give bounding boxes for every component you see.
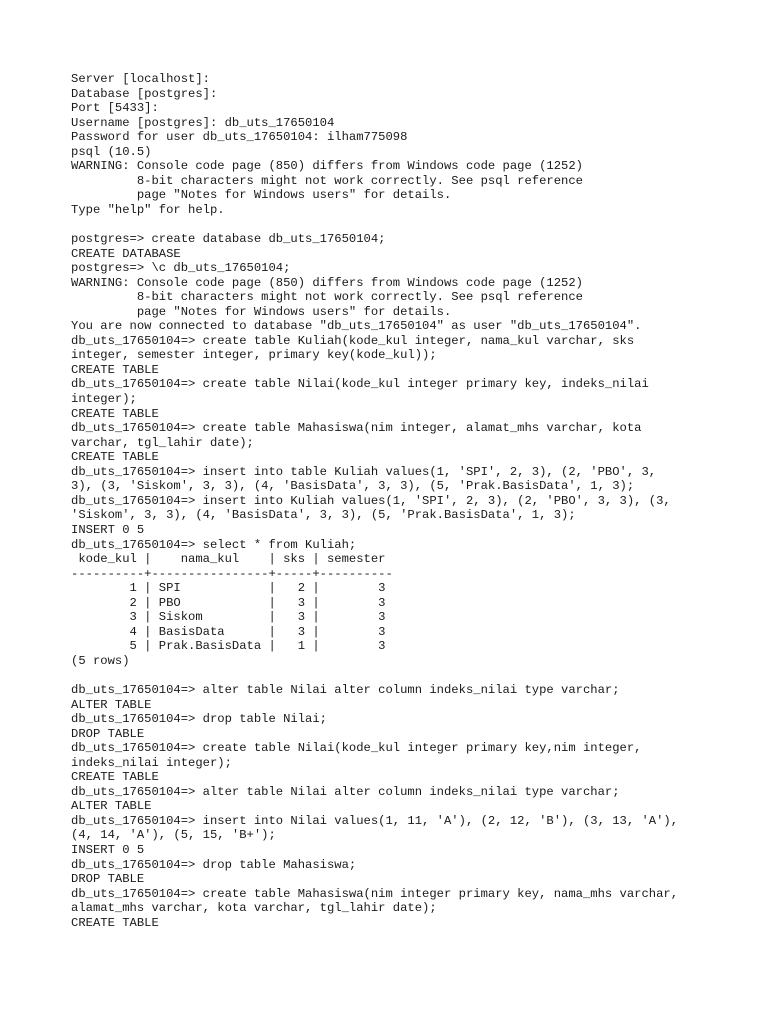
terminal-line: CREATE DATABASE <box>71 246 181 261</box>
terminal-line: Username [postgres]: db_uts_17650104 <box>71 115 335 130</box>
terminal-line: db_uts_17650104=> create table Nilai(kode_kul integer primary key, indeks_nilai <box>71 377 649 392</box>
terminal-line: (4, 14, 'A'), (5, 15, 'B+'); <box>71 828 276 843</box>
terminal-line: integer); <box>71 392 137 407</box>
terminal-line: indeks_nilai integer); <box>71 755 232 770</box>
terminal-line: Type "help" for help. <box>71 202 225 217</box>
terminal-line: ALTER TABLE <box>71 799 152 814</box>
terminal-line: INSERT 0 5 <box>71 842 145 857</box>
result-table-row: 4 | BasisData | 3 | 3 <box>71 624 386 639</box>
result-table-header: kode_kul | nama_kul | sks | semester <box>71 552 386 567</box>
terminal-line: integer, semester integer, primary key(kode_kul)); <box>71 348 437 363</box>
terminal-line: db_uts_17650104=> drop table Mahasiswa; <box>71 857 357 872</box>
terminal-line: db_uts_17650104=> create table Nilai(kode_kul integer primary key,nim integer, <box>71 741 642 756</box>
terminal-line: CREATE TABLE <box>71 450 159 465</box>
terminal-line: db_uts_17650104=> create table Mahasiswa(nim integer primary key, nama_mhs varchar, <box>71 886 679 901</box>
result-row-count: (5 rows) <box>71 653 130 668</box>
terminal-line: db_uts_17650104=> insert into Kuliah values(1, 'SPI', 2, 3), (2, 'PBO', 3, 3), (3, <box>71 493 671 508</box>
terminal-line: DROP TABLE <box>71 726 145 741</box>
terminal-line: db_uts_17650104=> alter table Nilai alter column indeks_nilai type varchar; <box>71 682 620 697</box>
terminal-line: 'Siskom', 3, 3), (4, 'BasisData', 3, 3), (5, 'Prak.BasisData', 1, 3); <box>71 508 576 523</box>
terminal-line: ALTER TABLE <box>71 697 152 712</box>
terminal-line: Database [postgres]: <box>71 86 218 101</box>
result-table-row: 1 | SPI | 2 | 3 <box>71 581 386 596</box>
terminal-line: INSERT 0 5 <box>71 522 145 537</box>
terminal-line: 3), (3, 'Siskom', 3, 3), (4, 'BasisData', 3, 3), (5, 'Prak.BasisData', 1, 3); <box>71 479 635 494</box>
terminal-line: Password for user db_uts_17650104: ilham775098 <box>71 130 408 145</box>
terminal-line: db_uts_17650104=> select * from Kuliah; <box>71 537 357 552</box>
terminal-line: CREATE TABLE <box>71 770 159 785</box>
terminal-line: psql (10.5) <box>71 144 152 159</box>
terminal-line: 8-bit characters might not work correctly. See psql reference <box>71 173 583 188</box>
terminal-line: page "Notes for Windows users" for details. <box>71 188 452 203</box>
result-table-row: 3 | Siskom | 3 | 3 <box>71 610 386 625</box>
terminal-line: alamat_mhs varchar, kota varchar, tgl_lahir date); <box>71 901 437 916</box>
terminal-line: db_uts_17650104=> alter table Nilai alter column indeks_nilai type varchar; <box>71 784 620 799</box>
terminal-line: db_uts_17650104=> insert into Nilai values(1, 11, 'A'), (2, 12, 'B'), (3, 13, 'A'), <box>71 813 679 828</box>
terminal-line: You are now connected to database "db_uts_17650104" as user "db_uts_17650104". <box>71 319 642 334</box>
terminal-line: Server [localhost]: <box>71 72 210 86</box>
terminal-line: 8-bit characters might not work correctly. See psql reference <box>71 290 583 305</box>
terminal-line: CREATE TABLE <box>71 406 159 421</box>
terminal-line: page "Notes for Windows users" for details. <box>71 304 452 319</box>
terminal-line: Port [5433]: <box>71 101 159 116</box>
terminal-line: db_uts_17650104=> create table Mahasiswa(nim integer, alamat_mhs varchar, kota <box>71 421 642 436</box>
terminal-line: db_uts_17650104=> insert into table Kuliah values(1, 'SPI', 2, 3), (2, 'PBO', 3, <box>71 464 657 479</box>
terminal-line: db_uts_17650104=> create table Kuliah(kode_kul integer, nama_kul varchar, sks <box>71 333 635 348</box>
terminal-line: WARNING: Console code page (850) differs from Windows code page (1252) <box>71 159 583 174</box>
terminal-line: CREATE TABLE <box>71 362 159 377</box>
result-table-separator: ----------+----------------+-----+---------- <box>71 566 393 581</box>
terminal-line: postgres=> create database db_uts_17650104; <box>71 232 386 247</box>
terminal-line: CREATE TABLE <box>71 915 159 930</box>
result-table-row: 2 | PBO | 3 | 3 <box>71 595 386 610</box>
terminal-line: DROP TABLE <box>71 872 145 887</box>
terminal-line: db_uts_17650104=> drop table Nilai; <box>71 712 327 727</box>
psql-terminal-output <box>71 72 761 930</box>
terminal-line <box>71 668 761 683</box>
terminal-line: varchar, tgl_lahir date); <box>71 435 254 450</box>
terminal-line <box>71 217 761 232</box>
terminal-line: WARNING: Console code page (850) differs from Windows code page (1252) <box>71 275 583 290</box>
terminal-line: postgres=> \c db_uts_17650104; <box>71 261 291 276</box>
result-table-row: 5 | Prak.BasisData | 1 | 3 <box>71 639 386 654</box>
